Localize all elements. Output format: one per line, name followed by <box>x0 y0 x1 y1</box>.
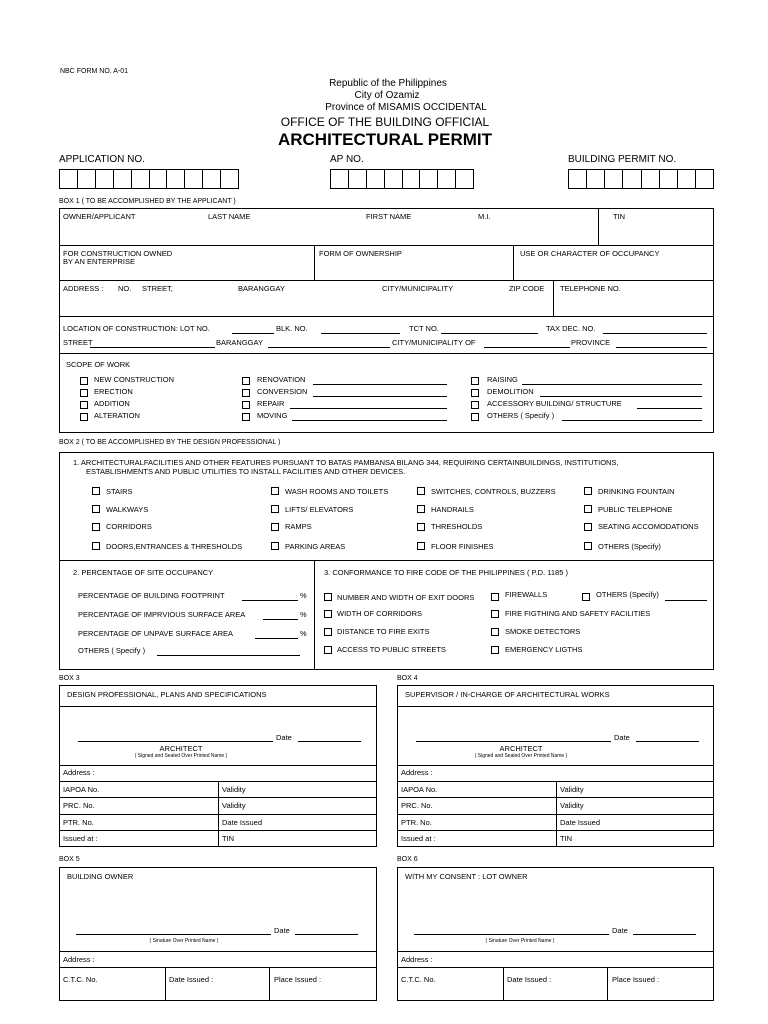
pct-sign: % <box>300 591 307 600</box>
box3-row-left: PRC. No. <box>63 801 95 810</box>
box4-row-left: IAPOA No. <box>401 785 438 794</box>
tct-no-label: TCT NO. <box>409 324 439 333</box>
box5-date-issued-label: Date Issued : <box>169 975 214 984</box>
republic-line: Republic of the Philippines <box>329 78 447 89</box>
checkbox-moving[interactable] <box>242 413 250 421</box>
box3-row-right: Date Issued <box>222 818 263 827</box>
box6-label: BOX 6 <box>397 856 418 863</box>
scope-item: ACCESSORY BUILDING/ STRUCTURE <box>487 399 622 408</box>
tct-no-line[interactable] <box>441 333 538 334</box>
checkbox-others-facilities[interactable] <box>584 542 592 550</box>
pct-item: PERCENTAGE OF UNPAVE SURFACE AREA <box>78 629 234 638</box>
pct-sign: % <box>300 610 307 619</box>
box2-intro-line-2: ESTABLISHMENTS AND PUBLIC UTILITIES TO INSTALL FACILITIES AND OTHER DEVICES. <box>86 467 406 476</box>
architect-signature-line[interactable] <box>78 741 273 742</box>
checkbox-renovation[interactable] <box>242 377 250 385</box>
checkbox-others-scope[interactable] <box>471 413 479 421</box>
site-occupancy-title: 2. PERCENTAGE OF SITE OCCUPANCY <box>73 568 214 577</box>
address-label: ADDRESS : <box>63 284 104 293</box>
box3-title: DESIGN PROFESSIONAL, PLANS AND SPECIFICATIONS <box>67 690 267 699</box>
box3-row-left: Issued at : <box>63 834 98 843</box>
scope-item: OTHERS ( Specify ) <box>487 411 555 420</box>
tax-dec-line[interactable] <box>603 333 707 334</box>
box3-row-right: TIN <box>222 834 235 843</box>
owner-signature-line[interactable] <box>76 934 271 935</box>
building-footprint-line[interactable] <box>242 600 298 601</box>
address-barangay-label: BARANGGAY <box>238 284 285 293</box>
scope-item: RAISING <box>487 375 518 384</box>
address-no-label: NO. <box>118 284 132 293</box>
checkbox-lifts[interactable] <box>271 505 279 513</box>
box5-date-label: Date <box>274 926 290 935</box>
box6-ctc-label: C.T.C. No. <box>401 975 436 984</box>
box6-place-issued-label: Place Issued : <box>612 975 660 984</box>
facility-item: FLOOR FINISHES <box>431 542 494 551</box>
scope-item: CONVERSION <box>257 387 308 396</box>
application-no-label: APPLICATION NO. <box>59 154 145 165</box>
owner-label: OWNER/APPLICANT <box>63 212 136 221</box>
checkbox-seating[interactable] <box>584 523 592 531</box>
first-name-label: FIRST NAME <box>366 212 412 221</box>
facility-item: PARKING AREAS <box>285 542 346 551</box>
box4-row-left: PRC. No. <box>401 801 433 810</box>
box3-date-label: Date <box>276 733 292 742</box>
checkbox-accessory-building[interactable] <box>471 401 479 409</box>
tax-dec-label: TAX DEC. NO. <box>546 324 596 333</box>
box5-date-line[interactable] <box>295 934 358 935</box>
checkbox-addition[interactable] <box>80 401 88 409</box>
scope-of-work-label: SCOPE OF WORK <box>66 360 131 369</box>
blk-no-label: BLK. NO. <box>276 324 308 333</box>
box6-date-issued-label: Date Issued : <box>507 975 552 984</box>
box3-label: BOX 3 <box>59 675 80 682</box>
location-barangay-label: BARANGGAY <box>216 338 263 347</box>
fire-item: FIREWALLS <box>505 590 548 599</box>
box4-signed-caption: ( Signed and Sealed Over Printed Name ) <box>474 753 568 759</box>
facility-item: THRESHOLDS <box>431 522 483 531</box>
pct-others-label: OTHERS ( Specify ) <box>78 646 146 655</box>
checkbox-conversion[interactable] <box>242 389 250 397</box>
scope-item: DEMOLITION <box>487 387 534 396</box>
checkbox-floor-finishes[interactable] <box>417 542 425 550</box>
box5-place-issued-label: Place Issued : <box>274 975 322 984</box>
box3-row-right: Validity <box>222 801 246 810</box>
box4-row-right: Validity <box>560 801 584 810</box>
checkbox-public-streets[interactable] <box>324 646 332 654</box>
facility-item: CORRIDORS <box>106 522 152 531</box>
box5-label: BOX 5 <box>59 856 80 863</box>
checkbox-repair[interactable] <box>242 401 250 409</box>
box2-label: BOX 2 ( TO BE ACCOMPLISHED BY THE DESIGN PROFESSIONAL ) <box>59 439 281 446</box>
location-city-label: CITY/MUNICIPALITY OF <box>392 338 476 347</box>
city-line: City of Ozamiz <box>354 90 420 101</box>
checkbox-doors[interactable] <box>92 542 100 550</box>
facility-item: OTHERS (Specify) <box>598 542 661 551</box>
box4-date-label: Date <box>614 733 630 742</box>
box5-signature-caption: ( Sinature Over Printed Name ) <box>149 938 219 944</box>
building-permit-no-label: BUILDING PERMIT NO. <box>568 154 677 165</box>
facility-item: HANDRAILS <box>431 505 474 514</box>
checkbox-firewalls[interactable] <box>491 593 499 601</box>
ap-no-field[interactable] <box>330 169 474 189</box>
box4-address-label: Address : <box>401 768 433 777</box>
province-line: Province of MISAMIS OCCIDENTAL <box>325 102 487 113</box>
checkbox-smoke-detectors[interactable] <box>491 628 499 636</box>
box1-label: BOX 1 ( TO BE ACCOMPLISHED BY THE APPLICANT ) <box>59 198 236 205</box>
use-occupancy-label: USE OR CHARACTER OF OCCUPANCY <box>520 249 660 258</box>
checkbox-drinking-fountain[interactable] <box>584 487 592 495</box>
box4-architect-label: ARCHITECT <box>499 744 543 753</box>
scope-item: ALTERATION <box>94 411 140 420</box>
pct-sign: % <box>300 629 307 638</box>
fire-item: SMOKE DETECTORS <box>505 627 581 636</box>
fire-code-title: 3. CONFORMANCE TO FIRE CODE OF THE PHILIPPINES ( P.D. 1185 ) <box>324 568 568 577</box>
checkbox-demolition[interactable] <box>471 389 479 397</box>
box5-address-label: Address : <box>63 955 95 964</box>
scope-item: REPAIR <box>257 399 285 408</box>
scope-item: MOVING <box>257 411 288 420</box>
box4-row-right: Validity <box>560 785 584 794</box>
form-number: NBC FORM NO. A-01 <box>60 68 129 75</box>
box3-row-left: PTR. No. <box>63 818 94 827</box>
checkbox-handrails[interactable] <box>417 505 425 513</box>
checkbox-new-construction[interactable] <box>80 377 88 385</box>
scope-item: ADDITION <box>94 399 130 408</box>
impervious-surface-line[interactable] <box>263 619 298 620</box>
location-street-line[interactable] <box>90 347 215 348</box>
facility-item: WASH ROOMS AND TOILETS <box>285 487 389 496</box>
box2-intro-line-1: 1. ARCHITECTURALFACILITIES AND OTHER FEATURES PURSUANT TO BATAS PAMBANSA BILANG 344, REQUIRING CERTAINBUILDINGS, INSTITUTIONS, <box>73 458 619 467</box>
checkbox-walkways[interactable] <box>92 505 100 513</box>
box5-ctc-label: C.T.C. No. <box>63 975 98 984</box>
box3-row-right: Validity <box>222 785 246 794</box>
checkbox-exit-doors[interactable] <box>324 593 332 601</box>
checkbox-fire-exits[interactable] <box>324 628 332 636</box>
last-name-label: LAST NAME <box>208 212 251 221</box>
building-permit-no-field[interactable] <box>568 169 714 189</box>
fire-others-label: OTHERS (Specify) <box>596 590 659 599</box>
fire-item: EMERGENCY LIGTHS <box>505 645 583 654</box>
fire-item: WIDTH OF CORRIDORS <box>337 609 422 618</box>
box6-address-label: Address : <box>401 955 433 964</box>
lot-owner-signature-line[interactable] <box>414 934 609 935</box>
box6-title: WITH MY CONSENT : LOT OWNER <box>405 872 528 881</box>
box3-row-left: IAPOA No. <box>63 785 100 794</box>
address-city-label: CITY/MUNICIPALITY <box>382 284 454 293</box>
facility-item: PUBLIC TELEPHONE <box>598 505 673 514</box>
mi-label: M.I. <box>478 212 491 221</box>
box5-title: BUILDING OWNER <box>67 872 134 881</box>
checkbox-public-telephone[interactable] <box>584 505 592 513</box>
checkbox-fire-fighting[interactable] <box>491 610 499 618</box>
facility-item: RAMPS <box>285 522 312 531</box>
facility-item: SEATING ACCOMODATIONS <box>598 522 699 531</box>
office-line: OFFICE OF THE BUILDING OFFICIAL <box>280 115 490 129</box>
checkbox-others-fire[interactable] <box>582 593 590 601</box>
enterprise-label-2: BY AN ENTERPRISE <box>63 257 135 266</box>
supervisor-signature-line[interactable] <box>416 741 611 742</box>
checkbox-thresholds[interactable] <box>417 523 425 531</box>
checkbox-alteration[interactable] <box>80 413 88 421</box>
facility-item: DOORS,ENTRANCES & THRESHOLDS <box>106 542 243 551</box>
location-province-label: PROVINCE <box>571 338 611 347</box>
checkbox-corridors[interactable] <box>92 523 100 531</box>
box3-signed-caption: ( Signed and Sealed Over Printed Name ) <box>134 753 228 759</box>
box4-row-right: Date Issued <box>560 818 601 827</box>
ap-no-label: AP NO. <box>330 154 364 165</box>
box4-label: BOX 4 <box>397 675 418 682</box>
fire-item: NUMBER AND WIDTH OF EXIT DOORS <box>337 593 475 602</box>
checkbox-ramps[interactable] <box>271 523 279 531</box>
form-ownership-label: FORM OF OWNERSHIP <box>319 249 402 258</box>
location-lot-label: LOCATION OF CONSTRUCTION: LOT NO. <box>63 324 210 333</box>
box4-row-left: PTR. No. <box>401 818 432 827</box>
box3-address-label: Address : <box>63 768 95 777</box>
location-street-label: STREET <box>63 338 93 347</box>
box3-architect-label: ARCHITECT <box>159 744 203 753</box>
checkbox-emergency-lights[interactable] <box>491 646 499 654</box>
fire-item: DISTANCE TO FIRE EXITS <box>337 627 430 636</box>
box6-signature-caption: ( Sinature Over Printed Name ) <box>485 938 555 944</box>
box3-date-line[interactable] <box>298 741 361 742</box>
box4-title: SUPERVISOR / IN-CHARGE OF ARCHITECTURAL WORKS <box>405 690 610 699</box>
fire-item: ACCESS TO PUBLIC STREETS <box>337 645 446 654</box>
facility-item: LIFTS/ ELEVATORS <box>285 505 354 514</box>
fire-item: FIRE FIGTHING AND SAFETY FACILITIES <box>505 609 651 618</box>
pct-item: PERCENTAGE OF IMPRVIOUS SURFACE AREA <box>78 610 246 619</box>
location-barangay-line[interactable] <box>268 347 390 348</box>
location-city-line[interactable] <box>484 347 570 348</box>
enterprise-label-1: FOR CONSTRUCTION OWNED <box>63 249 173 258</box>
box6-date-label: Date <box>612 926 628 935</box>
pct-others-line[interactable] <box>157 655 300 656</box>
tin-label: TIN <box>613 212 626 221</box>
telephone-label: TELEPHONE NO. <box>560 284 621 293</box>
application-no-field[interactable] <box>59 169 239 189</box>
box4-row-right: TIN <box>560 834 573 843</box>
checkbox-switches[interactable] <box>417 487 425 495</box>
checkbox-raising[interactable] <box>471 377 479 385</box>
facility-item: WALKWAYS <box>106 505 149 514</box>
box4-row-left: Issued at : <box>401 834 436 843</box>
scope-item: RENOVATION <box>257 375 306 384</box>
scope-item: NEW CONSTRUCTION <box>94 375 174 384</box>
location-province-line[interactable] <box>616 347 707 348</box>
fire-others-line[interactable] <box>665 600 707 601</box>
unpave-surface-line[interactable] <box>255 638 298 639</box>
blk-no-line[interactable] <box>321 333 400 334</box>
facility-item: STAIRS <box>106 487 133 496</box>
checkbox-corridor-width[interactable] <box>324 610 332 618</box>
box4-date-line[interactable] <box>636 741 699 742</box>
page-title: ARCHITECTURAL PERMIT <box>277 130 493 149</box>
checkbox-parking[interactable] <box>271 542 279 550</box>
facility-item: SWITCHES, CONTROLS, BUZZERS <box>431 487 556 496</box>
scope-item: ERECTION <box>94 387 133 396</box>
zip-code-label: ZIP CODE <box>509 284 545 293</box>
checkbox-wash-rooms[interactable] <box>271 487 279 495</box>
pct-item: PERCENTAGE OF BUILDING FOOTPRINT <box>78 591 225 600</box>
address-street-label: STREET, <box>142 284 173 293</box>
checkbox-erection[interactable] <box>80 389 88 397</box>
facility-item: DRINKING FOUNTAIN <box>598 487 675 496</box>
box6-date-line[interactable] <box>633 934 696 935</box>
lot-no-line[interactable] <box>232 333 274 334</box>
checkbox-stairs[interactable] <box>92 487 100 495</box>
